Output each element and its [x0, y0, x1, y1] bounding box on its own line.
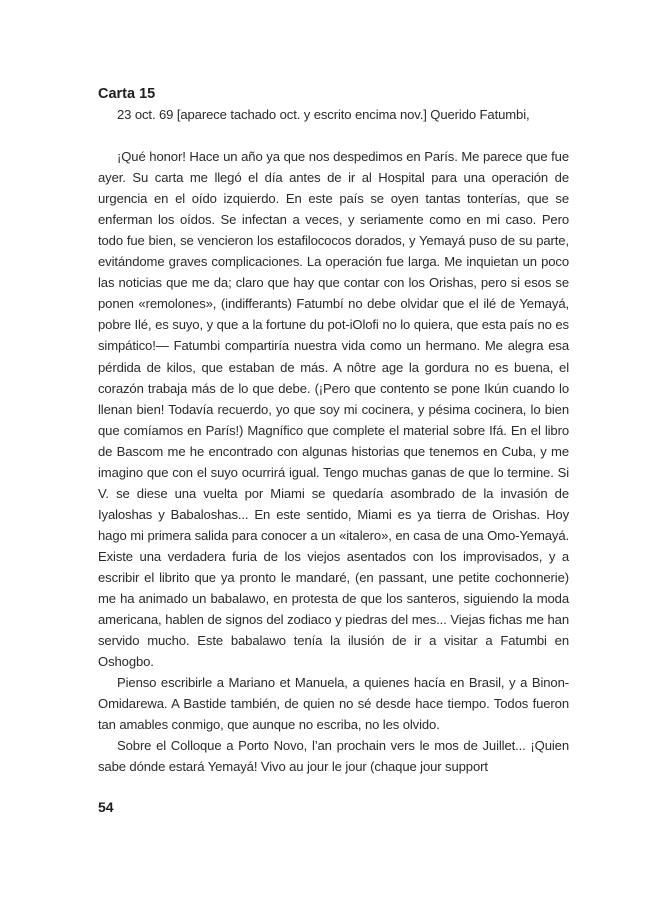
page-number: 54	[98, 799, 114, 815]
paragraph: Pienso escribirle a Mariano et Manuela, a quienes hacía en Brasil, y a Binon-Omidarewa. A Bastide también, de quien no sé desde hace tiempo. Todos fueron tan amables conmigo, que aunque no escriba, no les olvido.	[98, 675, 569, 733]
paragraph: ¡Qué honor! Hace un año ya que nos despedimos en París. Me parece que fue ayer. Su carta me llegó el día antes de ir al Hospital para una operación de urgencia en el oído izquierdo. En este país se oyen tantas tonterías, que se enferman los oídos. Se infectan a veces, y seriamente como en mi caso. Pero todo fue bien, se vencieron los estafilococos dorados, y Yemayá puso de su parte, evitándome graves complicaciones. La operación fue larga. Me inquietan un poco las noticias que me da; claro que hay que contar con los Orishas, pero si esos se ponen «remolones», (indifferants) Fatumbí no debe olvidar que el ilé de Yemayá, pobre Ilé, es suyo, y que a la fortune du pot-iOlofi no lo quiera, que esta país no es simpático!— Fatumbi compartiría nuestra vida como un hermano. Me alegra esa pérdida de kilos, que estaban de más. A nôtre age la gordura no es buena, el corazón trabaja más de lo que debe. (¡Pero que contento se pone Ikún cuando lo llenan bien! Todavía recuerdo, yo que soy mi cocinera, y pésima cocinera, lo bien que comíamos en París!) Magnífico que complete el material sobre Ifá. En el libro de Bascom me he encontrado con algunas historias que tenemos en Cuba, y me imagino que con el suyo ocurrirá igual. Tengo muchas ganas de que lo termine. Si V. se diese una vuelta por Miami se quedaría asombrado de la invasión de Iyaloshas y Babaloshas... En este sentido, Miami es ya tierra de Orishas. Hoy hago mi primera salida para conocer a un «italero», en casa de una Omo-Yemayá. Existe una verdadera furia de los viejos asentados con los improvisados, y a escribir el librito que ya pronto le mandaré, (en passant, une petite cochonnerie) me ha animado un babalawo, en protesta de que los santeros, siguiendo la moda americana, hablen de signos del zodiaco y piedras del mes... Viejas fichas me han servido mucho. Este babalawo tenía la ilusión de ir a visitar a Fatumbi en Oshogbo.	[98, 149, 569, 670]
letter-dateline: 23 oct. 69 [aparece tachado oct. y escrito encima nov.] Querido Fatumbi,	[117, 107, 530, 122]
letter-heading: Carta 15	[98, 86, 156, 102]
letter-body	[98, 104, 569, 777]
paragraph: Sobre el Colloque a Porto Novo, l’an prochain vers le mos de Juillet... ¡Quien sabe dónde estará Yemayá! Vivo au jour le jour (chaque jour support	[98, 738, 569, 775]
